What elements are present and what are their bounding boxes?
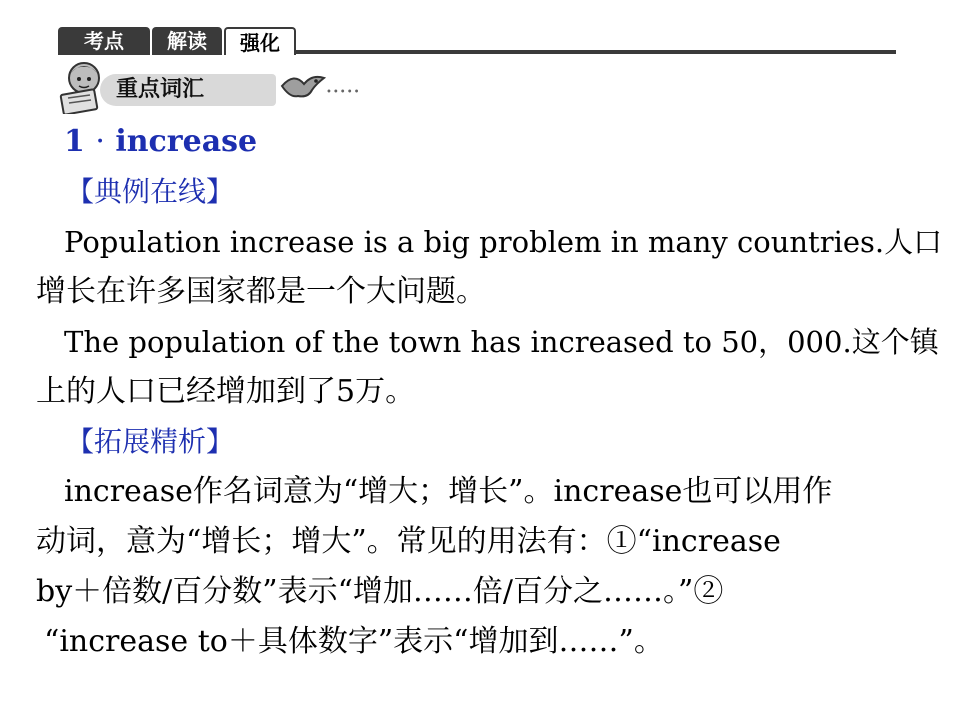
example-2-line-1	[64, 322, 939, 362]
entry-headline	[64, 122, 257, 162]
analysis-line-4: “increase to＋具体数字”表示“增加到……”。	[44, 624, 664, 659]
decorative-dots: •••••	[326, 87, 361, 98]
analysis-line-2: 动词，意为“增长；增大”。常见的用法有：①“increase	[36, 524, 781, 559]
entry-number: 1	[64, 124, 85, 159]
section-title: 重点词汇	[116, 77, 205, 102]
tab-qianghua[interactable]: 强化	[224, 27, 296, 55]
reading-student-icon	[56, 58, 116, 114]
analysis-line-3: by＋倍数/百分数”表示“增加……倍/百分之……。”②	[36, 574, 724, 609]
example-1-chinese-b: 增长在许多国家都是一个大问题。	[36, 274, 486, 309]
flying-bird-icon	[278, 68, 328, 108]
example-1-english: Population increase is a big problem in many countries.	[64, 225, 885, 259]
example-1-line-1	[64, 222, 942, 262]
analysis-line-1: increase作名词意为“增大；增长”。increase也可以用作	[64, 474, 833, 509]
tab-kaodian[interactable]: 考点	[58, 27, 150, 55]
example-1-chinese-a: 人口	[884, 225, 943, 259]
example-2-english: The population of the town has increased to 50，000.	[64, 325, 852, 359]
example-heading: 【典例在线】	[66, 175, 235, 208]
entry-word: increase	[115, 124, 258, 159]
section-header	[56, 58, 361, 114]
example-2-chinese-b: 上的人口已经增加到了5万。	[36, 374, 416, 409]
tab-jiedu[interactable]: 解读	[152, 27, 222, 55]
entry-separator: ·	[95, 124, 105, 159]
tab-bar	[58, 27, 898, 55]
example-2-chinese-a: 这个镇	[851, 325, 939, 359]
analysis-heading: 【拓展精析】	[66, 425, 235, 458]
tab-underline	[296, 50, 896, 54]
